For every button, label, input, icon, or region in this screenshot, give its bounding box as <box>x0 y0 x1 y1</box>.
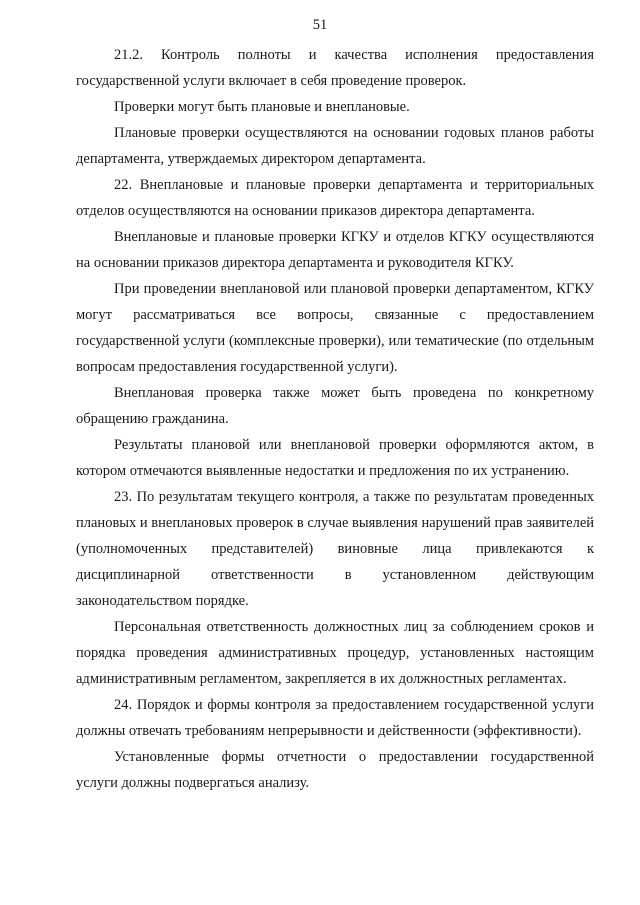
paragraph-22: 22. Внеплановые и плановые проверки департамента и территориальных отделов осуществляются на основании приказов директора департамента. <box>76 177 594 219</box>
paragraph-planned-checks: Плановые проверки осуществляются на основании годовых планов работы департамента, утверждаемых директором департамента. <box>76 125 594 167</box>
document-body <box>76 42 594 796</box>
paragraph-23: 23. По результатам текущего контроля, а также по результатам проведенных плановых и внеплановых проверок в случае выявления нарушений прав заявителей (уполномоченных представителей) виновные лица привлекаются к дисциплинарной ответственности в установленном действующим законодательством порядке. <box>76 489 595 609</box>
paragraph-check-results: Результаты плановой или внеплановой проверки оформляются актом, в котором отмечаются выявленные недостатки и предложения по их устранению. <box>76 437 594 479</box>
paragraph-check-types: Проверки могут быть плановые и внеплановые. <box>114 99 410 115</box>
paragraph-reporting-forms: Установленные формы отчетности о предоставлении государственной услуги должны подвергаться анализу. <box>76 749 594 791</box>
paragraph-check-scope: При проведении внеплановой или плановой проверки департаментом, КГКУ могут рассматриваться все вопросы, связанные с предоставлением государственной услуги (комплексные проверки), или тематические (по отдельным вопросам предоставления государственной услуги). <box>76 281 594 375</box>
paragraph-personal-responsibility: Персональная ответственность должностных лиц за соблюдением сроков и порядка проведения административных процедур, установленных настоящим административным регламентом, закрепляется в их должностных регламентах. <box>76 619 594 687</box>
paragraph-kgku-checks: Внеплановые и плановые проверки КГКУ и отделов КГКУ осуществляются на основании приказов директора департамента и руководителя КГКУ. <box>76 229 594 271</box>
page-number: 51 <box>312 17 328 33</box>
paragraph-24: 24. Порядок и формы контроля за предоставлением государственной услуги должны отвечать требованиям непрерывности и действенности (эффективности). <box>76 697 594 739</box>
paragraph-unplanned-check: Внеплановая проверка также может быть проведена по конкретному обращению гражданина. <box>76 385 594 427</box>
paragraph-21-2: 21.2. Контроль полноты и качества исполнения предоставления государственной услуги включает в себя проведение проверок. <box>76 47 594 89</box>
